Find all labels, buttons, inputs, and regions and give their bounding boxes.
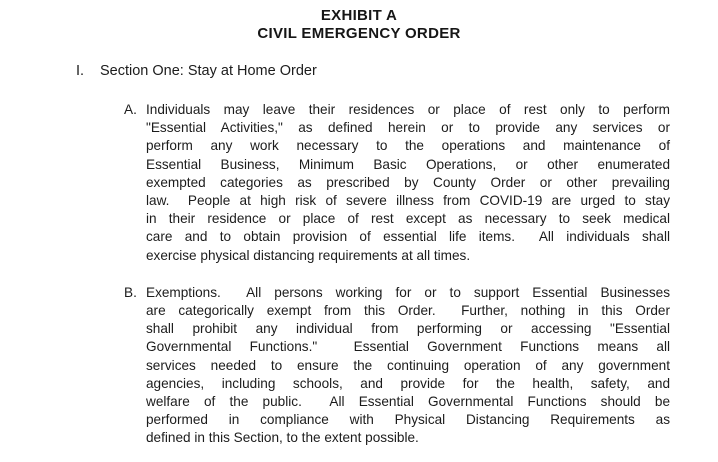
paragraph-b-body bbox=[146, 284, 670, 448]
paragraph-a-line: "Essential Activities," as defined herein or to provide any services or bbox=[146, 120, 670, 136]
paragraph-b-line: are categorically exempt from this Order. Further, nothing in this Order bbox=[146, 303, 670, 319]
document-title bbox=[0, 0, 718, 43]
paragraph-a-line: care and to obtain provision of essential life items. All individuals shall bbox=[146, 229, 670, 245]
title-line-2: CIVIL EMERGENCY ORDER bbox=[257, 25, 461, 42]
paragraph-a bbox=[124, 101, 670, 265]
paragraph-b-line: performed in compliance with Physical Distancing Requirements as bbox=[146, 412, 670, 428]
paragraph-b-line: Governmental Functions." Essential Government Functions means all bbox=[146, 339, 670, 355]
paragraph-a-line: perform any work necessary to the operations and maintenance of bbox=[146, 138, 670, 154]
section-numeral: I. bbox=[76, 63, 85, 79]
section-one-heading bbox=[0, 62, 718, 80]
title-line-1: EXHIBIT A bbox=[320, 7, 398, 24]
paragraph-b bbox=[124, 284, 670, 448]
paragraph-a-line: Essential Business, Minimum Basic Operations, or other enumerated bbox=[146, 156, 670, 172]
paragraph-b-line: defined in this Section, to the extent possible. bbox=[146, 430, 419, 446]
paragraph-b-line: shall prohibit any individual from performing or accessing "Essential bbox=[146, 321, 670, 337]
paragraph-a-line: law. People at high risk of severe illness from COVID-19 are urged to stay bbox=[146, 193, 670, 209]
paragraph-b-line: agencies, including schools, and provide for the health, safety, and bbox=[146, 375, 670, 391]
paragraph-b-label: B. bbox=[124, 284, 137, 300]
paragraph-a-line: Individuals may leave their residences or place of rest only to perform bbox=[146, 102, 670, 117]
paragraph-a-line: in their residence or place of rest except as necessary to seek medical bbox=[146, 211, 670, 227]
paragraph-b-line: services needed to ensure the continuing operation of any government bbox=[146, 357, 670, 373]
paragraph-a-line: exercise physical distancing requirements at all times. bbox=[146, 247, 471, 263]
paragraph-a-label: A. bbox=[124, 102, 137, 117]
paragraph-b-line: welfare of the public. All Essential Governmental Functions should be bbox=[146, 394, 670, 410]
paragraph-a-line: exempted categories as prescribed by County Order or other prevailing bbox=[146, 174, 670, 190]
section-heading-text: Section One: Stay at Home Order bbox=[100, 63, 317, 79]
paragraph-a-body bbox=[146, 101, 670, 265]
paragraph-b-line: Exemptions. All persons working for or to support Essential Businesses bbox=[146, 284, 670, 300]
